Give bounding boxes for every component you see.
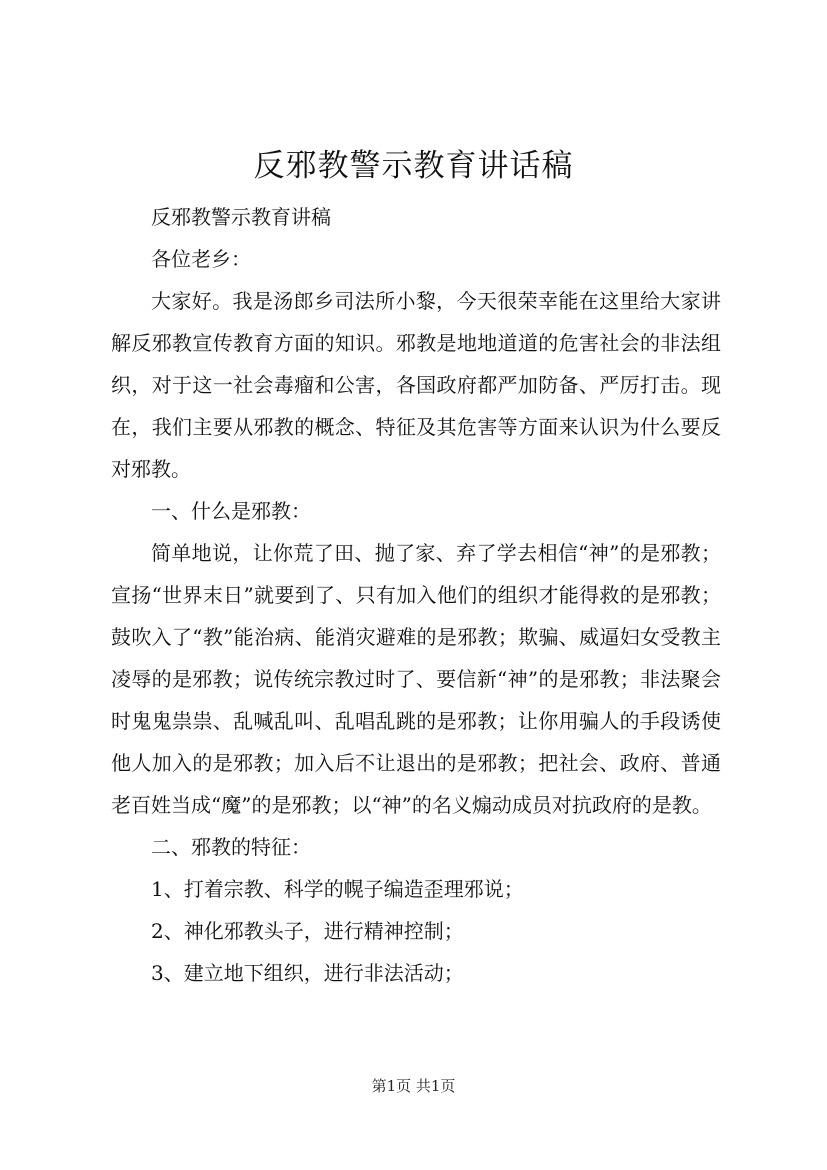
feature-item-2: 2、神化邪教头子，进行精神控制； bbox=[151, 919, 464, 943]
document-title: 反邪教警示教育讲话稿 bbox=[253, 148, 574, 184]
intro-paragraph: 大家好。我是汤郎乡司法所小黎，今天很荣幸能在这里给大家讲解反邪教宣传教育方面的知识。邪教是地地道道的危害社会的非法组织，对于这一社会毒瘤和公害，各国政府都严加防备、严厉打击。现在，我们主要从邪教的概念、特征及其危害等方面来认识为什么要反对邪教。 bbox=[111, 289, 721, 481]
feature-item-3: 3、建立地下组织，进行非法活动； bbox=[151, 961, 464, 985]
page-number-footer: 第1页 共1页 bbox=[371, 1077, 456, 1095]
feature-item-1: 1、打着宗教、科学的幌子编造歪理邪说； bbox=[151, 877, 524, 901]
section-heading-what-is-cult: 一、什么是邪教： bbox=[151, 499, 311, 523]
section-heading-cult-features: 二、邪教的特征： bbox=[151, 835, 311, 859]
subtitle-paragraph: 反邪教警示教育讲稿 bbox=[151, 205, 331, 229]
document-body bbox=[111, 196, 721, 994]
cult-definition-paragraph: 简单地说，让你荒了田、抛了家、弃了学去相信“神”的是邪教；宣扬“世界末日”就要到了、只有加入他们的组织才能得救的是邪教；鼓吹入了“教”能治病、能消灾避难的是邪教；欺骗、威逼妇女受教主凌辱的是邪教；说传统宗教过时了、要信新“神”的是邪教；非法聚会时鬼鬼祟祟、乱喊乱叫、乱唱乱跳的是邪教；让你用骗人的手段诱使他人加入的是邪教；加入后不让退出的是邪教；把社会、政府、普通老百姓当成“魔”的是邪教；以“神”的名义煽动成员对抗政府的是教。 bbox=[111, 541, 721, 817]
greeting-paragraph: 各位老乡： bbox=[151, 247, 251, 271]
